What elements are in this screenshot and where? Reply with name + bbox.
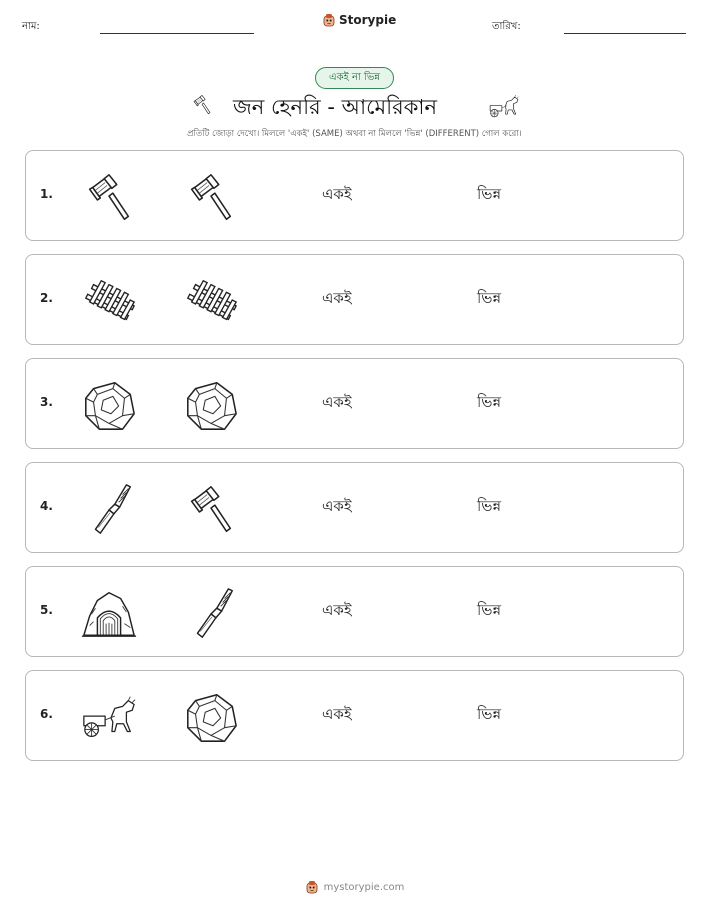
question-number: 4. [40,499,53,513]
tunnel-icon [80,585,138,643]
same-option[interactable]: একই [322,185,352,203]
different-option[interactable]: ভিন্ন [477,393,502,411]
rock-icon [80,377,138,435]
rock-icon [182,689,240,747]
different-option[interactable]: ভিন্ন [477,289,502,307]
same-option[interactable]: একই [322,393,352,411]
hammer-icon [80,169,138,227]
railroad-track-icon [182,273,240,331]
storypie-mascot-icon [322,13,336,27]
date-line[interactable] [564,33,686,34]
rock-icon [182,377,240,435]
horse-cart-icon [80,689,138,747]
question-number: 1. [40,187,53,201]
horse-cart-icon [488,95,520,119]
brand-logo [322,13,396,27]
question-number: 5. [40,603,53,617]
name-label: নাম: [22,21,40,32]
storypie-mascot-icon [305,880,319,894]
brand-name: Storypie [339,13,397,27]
same-option[interactable]: একই [322,289,352,307]
activity-badge: একই না ভিন্ন [315,67,394,89]
question-row [25,566,684,657]
instructions: প্রতিটি জোড়া দেখো। মিললে 'একই' (SAME) অথবা না মিললে 'ভিন্ন' (DIFFERENT) গোল করো। [187,129,522,139]
question-row [25,254,684,345]
question-row [25,670,684,761]
different-option[interactable]: ভিন্ন [477,185,502,203]
footer [0,880,709,894]
question-row [25,358,684,449]
different-option[interactable]: ভিন্ন [477,705,502,723]
same-option[interactable]: একই [322,601,352,619]
hammer-icon [182,169,240,227]
different-option[interactable]: ভিন্ন [477,497,502,515]
question-number: 6. [40,707,53,721]
different-option[interactable]: ভিন্ন [477,601,502,619]
drill-icon [182,585,240,643]
footer-url[interactable]: mystorypie.com [323,881,405,893]
title-row [0,91,709,121]
question-row [25,462,684,553]
page-title: জন হেনরি - আমেরিকান [233,95,438,119]
question-number: 3. [40,395,53,409]
date-label: তারিখ: [492,21,521,32]
question-number: 2. [40,291,53,305]
question-row [25,150,684,241]
same-option[interactable]: একই [322,497,352,515]
drill-icon [80,481,138,539]
name-line[interactable] [100,33,254,34]
hammer-icon [190,93,214,117]
same-option[interactable]: একই [322,705,352,723]
hammer-icon [182,481,240,539]
railroad-track-icon [80,273,138,331]
